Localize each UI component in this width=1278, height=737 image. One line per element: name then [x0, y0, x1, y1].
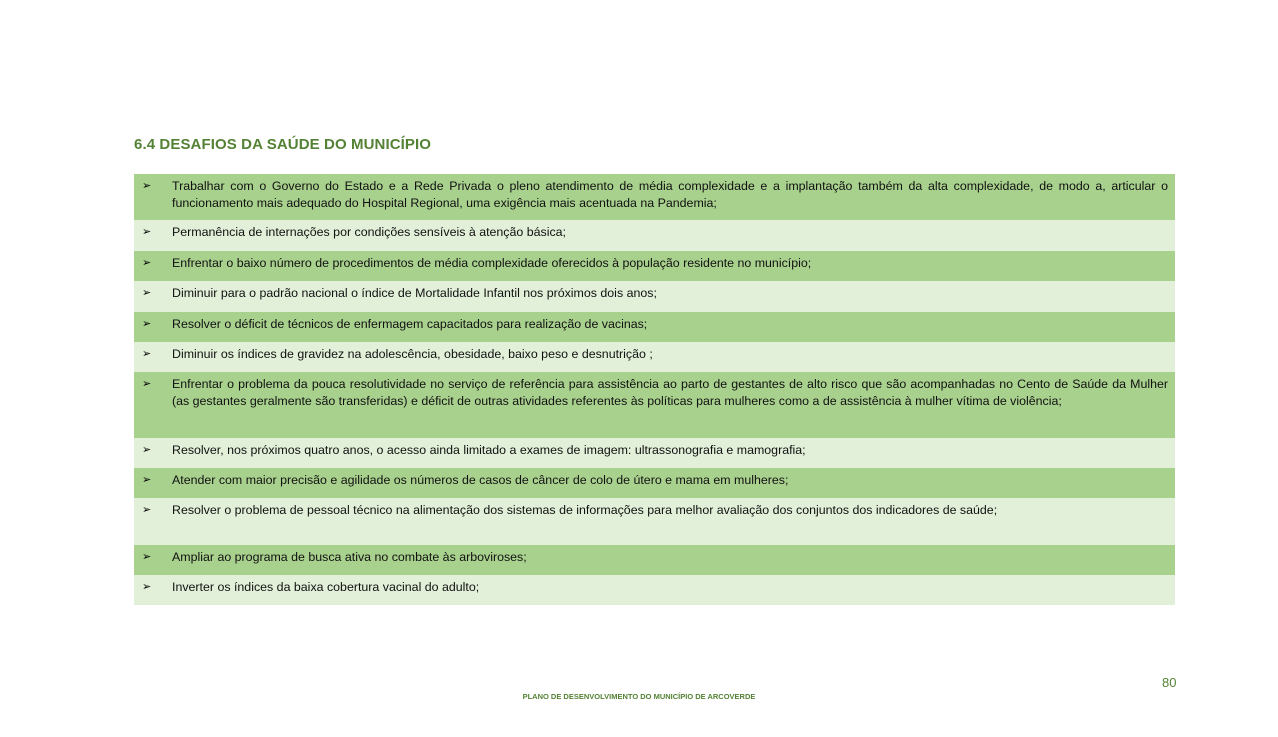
challenge-item: [134, 468, 1175, 498]
challenge-text: Resolver o déficit de técnicos de enfermagem capacitados para realização de vacinas;: [172, 317, 648, 331]
challenge-item: [134, 281, 1175, 312]
arrow-bullet-icon: ➢: [142, 551, 152, 563]
arrow-bullet-icon: ➢: [142, 257, 152, 269]
section-title: 6.4 DESAFIOS DA SAÚDE DO MUNICÍPIO: [134, 136, 432, 153]
challenge-text: Ampliar ao programa de busca ativa no combate às arboviroses;: [172, 550, 527, 564]
arrow-bullet-icon: ➢: [142, 348, 152, 360]
challenge-item: [134, 498, 1175, 545]
challenge-text: Enfrentar o baixo número de procedimentos de média complexidade oferecidos à população residente no município;: [172, 256, 812, 270]
challenge-text: Resolver, nos próximos quatro anos, o acesso ainda limitado a exames de imagem: ultrassonografia e mamografia;: [172, 443, 806, 457]
challenge-item: [134, 174, 1175, 220]
challenge-text: Resolver o problema de pessoal técnico na alimentação dos sistemas de informações para melhor avaliação dos conjuntos dos indicadores de saúde;: [172, 503, 998, 517]
challenge-item: [134, 372, 1175, 438]
challenge-item: [134, 438, 1175, 468]
challenge-text: Trabalhar com o Governo do Estado e a Rede Privada o pleno atendimento de média complexidade e a implantação também da alta complexidade, de modo a, articular o funcionamento mais adequado do Hospital Regional, uma exigência mais acentuada na Pandemia;: [172, 179, 1168, 210]
challenge-item: [134, 575, 1175, 605]
challenge-item: [134, 251, 1175, 281]
challenge-text: Permanência de internações por condições sensíveis à atenção básica;: [172, 225, 566, 239]
arrow-bullet-icon: ➢: [142, 474, 152, 486]
arrow-bullet-icon: ➢: [142, 226, 152, 238]
challenge-text: Diminuir para o padrão nacional o índice de Mortalidade Infantil nos próximos dois anos;: [172, 286, 657, 300]
challenges-list: [134, 174, 1175, 605]
arrow-bullet-icon: ➢: [142, 581, 152, 593]
arrow-bullet-icon: ➢: [142, 318, 152, 330]
page-number: 80: [1162, 675, 1177, 690]
arrow-bullet-icon: ➢: [142, 180, 152, 192]
document-footer: PLANO DE DESENVOLVIMENTO DO MUNICÍPIO DE ARCOVERDE: [522, 692, 756, 701]
challenge-text: Diminuir os índices de gravidez na adolescência, obesidade, baixo peso e desnutrição ;: [172, 347, 653, 361]
challenge-text: Atender com maior precisão e agilidade os números de casos de câncer de colo de útero e mama em mulheres;: [172, 473, 789, 487]
challenge-text: Enfrentar o problema da pouca resolutividade no serviço de referência para assistência ao parto de gestantes de alto risco que são acompanhadas no Cento de Saúde da Mulher (as gestantes geralmente são transferidas) e déficit de outras atividades referentes às políticas para mulheres como a de assistência à mulher vítima de violência;: [172, 377, 1168, 408]
challenge-item: [134, 220, 1175, 251]
challenge-item: [134, 545, 1175, 575]
challenge-text: Inverter os índices da baixa cobertura vacinal do adulto;: [172, 580, 480, 594]
arrow-bullet-icon: ➢: [142, 444, 152, 456]
challenge-item: [134, 342, 1175, 372]
arrow-bullet-icon: ➢: [142, 504, 152, 516]
arrow-bullet-icon: ➢: [142, 287, 152, 299]
arrow-bullet-icon: ➢: [142, 378, 152, 390]
challenge-item: [134, 312, 1175, 342]
